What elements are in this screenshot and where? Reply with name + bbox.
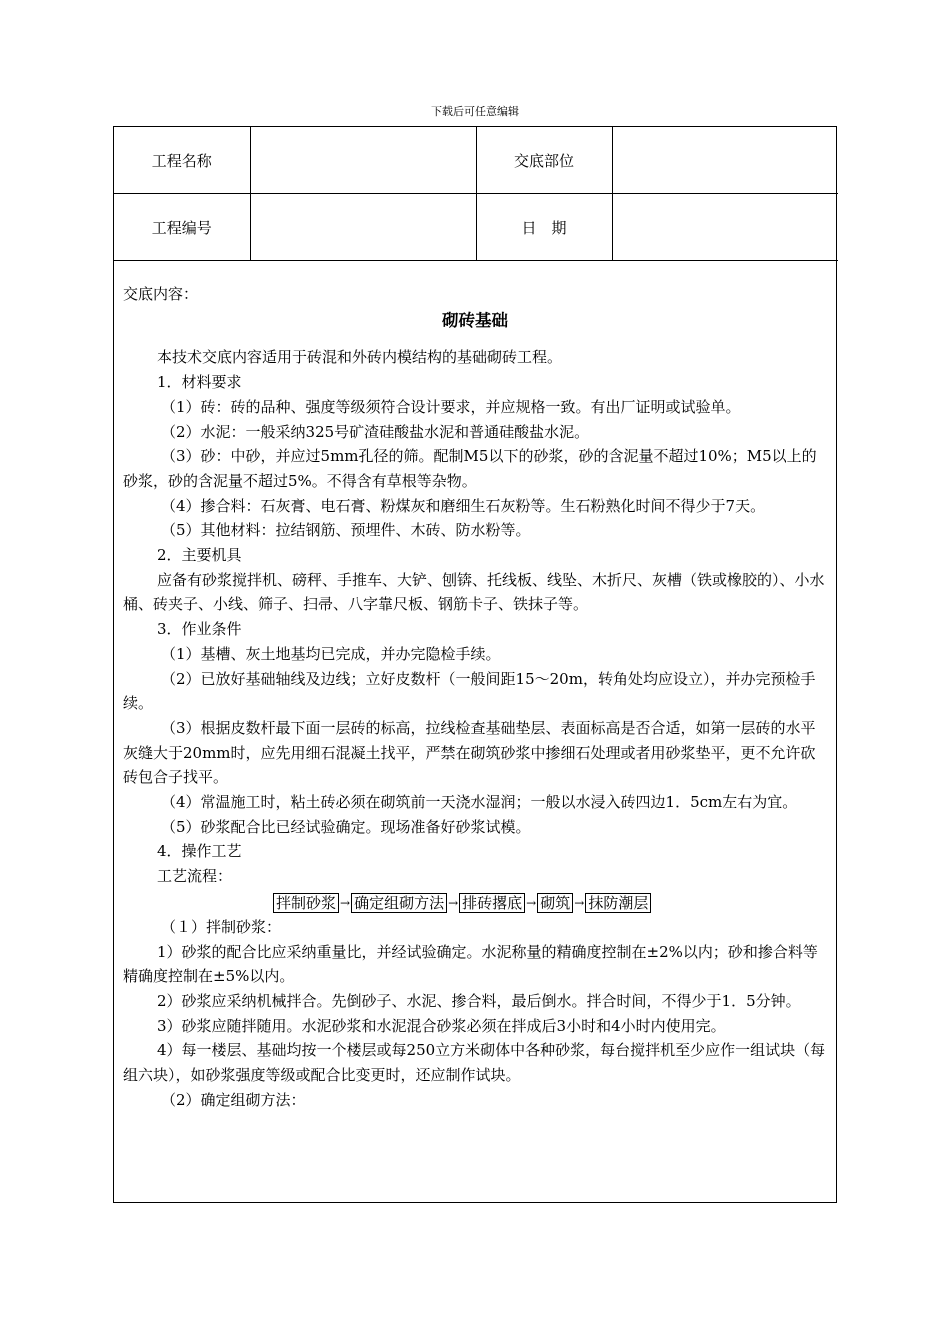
paragraph: （4）常温施工时，粘土砖必须在砌筑前一天浇水湿润；一般以水浸入砖四边1．5cm左右为宜。 [161,793,798,812]
paragraph: （5）砂浆配合比已经试验确定。现场准备好砂浆试模。 [161,817,531,836]
flow-step: 抹防潮层 [585,893,651,913]
paragraph: 2）砂浆应采纳机械拌合。先倒砂子、水泥、掺合料，最后倒水。拌合时间，不得少于1．5分钟。 [157,991,801,1010]
flow-step: 砌筑 [537,893,573,913]
paragraph: （3）砂：中砂，并应过5mm孔径的筛。配制M5以下的砂浆，砂的含泥量不超过10%；M5以上的砂浆，砂的含泥量不超过5%。不得含有草根等杂物。 [123,447,817,490]
paragraph: （1）基槽、灰土地基均已完成，并办完隐检手续。 [161,644,501,663]
flow-step: 拌制砂浆 [273,893,339,913]
paragraph: （2）已放好基础轴线及边线；立好皮数杆（一般间距15～20m，转角处均应设立），并办完预检手续。 [123,669,816,713]
project-info-table [114,127,838,261]
arrow-right-icon: → [340,895,351,910]
paragraph: （2）水泥：一般采纳325号矿渣硅酸盐水泥和普通硅酸盐水泥。 [161,422,590,441]
date-label: 日 期 [476,194,612,261]
arrow-right-icon: → [526,895,537,910]
section-heading: 1．材料要求 [157,373,242,392]
project-no-label: 工程编号 [114,194,250,261]
disclosure-form [113,126,837,1203]
paragraph: （3）根据皮数杆最下面一层砖的标高，拉线检查基础垫层、表面标高是否合适，如第一层砖的水平灰缝大于20mm时，应先用细石混凝土找平，严禁在砌筑砂浆中掺细石处理或者用砂浆垫平，更不允许砍砖包合子找平。 [123,718,816,787]
project-name-label: 工程名称 [114,127,250,194]
intro-paragraph: 本技术交底内容适用于砖混和外砖内模结构的基础砌砖工程。 [157,348,563,367]
section-heading: 4．操作工艺 [157,842,242,861]
subsection-heading: （2）确定组砌方法： [161,1090,306,1109]
date-value[interactable] [612,194,838,261]
section-heading: 3．作业条件 [157,620,242,639]
paragraph: 1）砂浆的配合比应采纳重量比，并经试验确定。水泥称量的精确度控制在±2%以内；砂和掺合料等精确度控制在±5%以内。 [123,942,818,986]
section-heading: 2．主要机具 [157,546,242,565]
project-name-value[interactable] [250,127,476,194]
paragraph: 应备有砂浆搅拌机、磅秤、手推车、大铲、刨锛、托线板、线坠、木折尺、灰槽（铁或橡胶的）、小水桶、砖夹子、小线、筛子、扫帚、八字靠尺板、钢筋卡子、铁抹子等。 [123,570,825,614]
table-row [114,127,838,194]
arrow-right-icon: → [448,895,459,910]
disclosure-content [123,282,827,1113]
flow-step: 排砖撂底 [459,893,525,913]
project-no-value[interactable] [250,194,476,261]
document-title: 砌砖基础 [442,310,508,330]
process-flow [273,892,827,914]
table-row [114,194,838,261]
paragraph: 4）每一楼层、基础均按一个楼层或每250立方米砌体中各种砂浆，每台搅拌机至少应作一组试块（每组六块），如砂浆强度等级或配合比变更时，还应制作试块。 [123,1041,826,1085]
subsection-heading: （１）拌制砂浆： [161,917,282,936]
paragraph: （1）砖：砖的品种、强度等级须符合设计要求，并应规格一致。有出厂证明或试验单。 [161,397,741,416]
content-label: 交底内容： [123,285,199,303]
paragraph: 3）砂浆应随拌随用。水泥砂浆和水泥混合砂浆必须在拌成后3小时和4小时内使用完。 [157,1016,726,1035]
paragraph: （4）掺合料：石灰膏、电石膏、粉煤灰和磨细生石灰粉等。生石粉熟化时间不得少于7天。 [161,496,766,515]
header-note: 下载后可任意编辑 [431,105,519,118]
paragraph: （5）其他材料：拉结钢筋、预埋件、木砖、防水粉等。 [161,521,531,540]
flow-label: 工艺流程： [157,867,233,886]
flow-step: 确定组砌方法 [351,893,447,913]
arrow-right-icon: → [574,895,585,910]
location-label: 交底部位 [476,127,612,194]
location-value[interactable] [612,127,838,194]
